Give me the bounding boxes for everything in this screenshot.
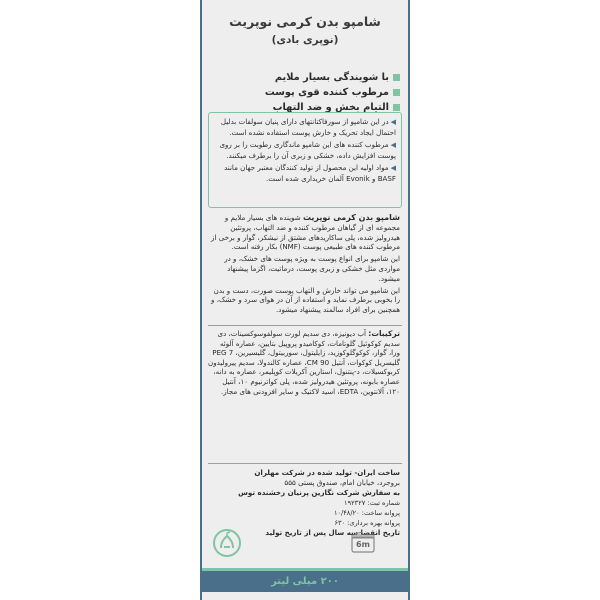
info-item: ◀در این شامپو از سورفاکتانتهای دارای پنیان سولفات بدلیل احتمال ایجاد تحریک و خارش پوست استفاده نشده است. (220, 117, 396, 137)
divider (208, 463, 402, 464)
product-title: شامپو بدن کرمی نوپریت (229, 14, 381, 29)
ingredients-text: آب دیونیزه، دی سدیم لورت سولفوسوکسینات، دی سدیم کوکوئیل گلوتامات، کوکامیدو پروپیل بتایین، عصاره آلوئه ورا، گوار، کوکوگلوکوزید، زایلیتول، سوربیتول، گلیسیرین، PEG 7 گلیسریل کوکوات، آنتیل CM 90، عصاره کالندولا، سدیم پیرولیدون کربوکسیلات، د-پنتنول، استارین آکریلات کوپلیمر، عصاره به دانه، عصاره بابونه، پروتئین هیدرولیز شده، پلی کواترنیوم ۱۰، آنتیل ۱۲۰، آلانتوین، EDTA، اسید لاکتیک و سایر افزودنی های مجاز. (207, 329, 400, 396)
feature-item (208, 85, 400, 100)
square-bullet-icon (393, 104, 400, 111)
pao-label: 6m (356, 540, 370, 549)
registration-number: شماره ثبت: ۱۹۲۳۲۷ (344, 499, 400, 507)
feature-item (208, 70, 400, 85)
order-by-text: به سفارش شرکت نگارین پرنیان رخشنده توس (238, 488, 400, 497)
description-p1: شوینده های بسیار ملایم و مجموعه ای از گیاهان مرطوب کننده و ضد التهاب، پروتئین هیدرولیز شده، پلی ساکاریدهای مشتق از نیشکر، گوار و برخی از مرطوب کننده های طبیعی پوست (NMF) بکار رفته است. (211, 213, 400, 252)
made-in-text: ساخت ایران- تولید شده در شرکت مهلران (254, 468, 400, 477)
expiry-text: تاریخ انقضا سه سال پس از تاریخ تولید (265, 528, 400, 537)
product-subtitle: (نوپری بادی) (271, 34, 339, 46)
address-text: بروجرد، خیابان امام، صندوق پستی ۵۵۵ (284, 478, 400, 487)
product-label-panel (200, 0, 410, 600)
info-item: ◀مواد اولیه این محصول از تولید کنندگان معتبر جهان مانند BASF و Evonik آلمان خریداری شده است. (224, 163, 396, 183)
arrow-left-icon: ◀ (390, 141, 396, 150)
brand-logo-icon (212, 528, 242, 558)
ingredients-label: ترکیبات: (368, 329, 400, 338)
description-brand: شامپو بدن کرمی نوپریت (302, 213, 400, 222)
info-item: ◀مرطوب کننده های این شامپو ماندگاری رطوبت را بر روی پوست افزایش داده، خشکی و زبری آن را برطرف میکنند. (219, 140, 396, 160)
arrow-left-icon: ◀ (390, 164, 396, 173)
square-bullet-icon (393, 89, 400, 96)
description-p3: این شامپو می تواند خارش و التهاب پوست صورت، دست و بدن را بخوبی برطرف نماید و استفاده از آن در هوای سرد و خشک، و همچنین برای افراد سالمند پیشنهاد میشود. (211, 285, 400, 315)
pao-jar-icon (350, 530, 376, 554)
volume-text: ۲۰۰ میلی لیتر (271, 576, 339, 587)
feature-text: التیام بخش و ضد التهاب (272, 102, 389, 113)
right-background-strip (410, 0, 600, 600)
left-background-strip (0, 0, 200, 600)
square-bullet-icon (393, 74, 400, 81)
divider (208, 325, 402, 326)
ingredients-section (208, 329, 400, 396)
product-description (208, 213, 400, 317)
license-number: پروانه ساخت: ۱۰/۴۸/۲۰ (333, 509, 400, 517)
exploitation-license: پروانه بهره برداری: ۶۳۰ (334, 519, 400, 527)
features-list (208, 70, 400, 115)
arrow-left-icon: ◀ (390, 118, 396, 126)
feature-text: مرطوب کننده قوی پوست (264, 87, 389, 98)
volume-footer (202, 568, 408, 592)
info-box (208, 112, 402, 208)
feature-text: با شویندگی بسیار ملایم (274, 72, 389, 83)
description-p2: این شامپو برای انواع پوست به ویژه پوست های خشک، و در مواردی مثل خشکی و زبری پوست، درماتیت، اگزما پیشنهاد میشود. (224, 254, 400, 283)
